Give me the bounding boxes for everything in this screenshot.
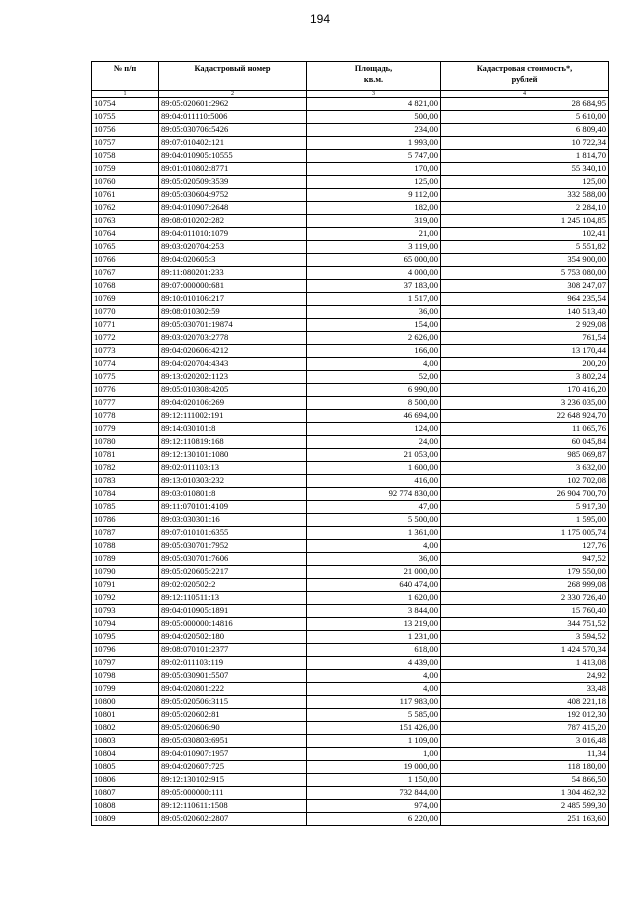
cadastral-number-cell: 89:03:020703:2778: [159, 332, 307, 345]
area-cell: 1 993,00: [307, 137, 441, 150]
cadastral-value-cell: 10 722,34: [441, 137, 609, 150]
cadastral-value-cell: 55 340,10: [441, 163, 609, 176]
cadastral-number-cell: 89:08:010302:59: [159, 306, 307, 319]
row-number-cell: 10795: [92, 631, 159, 644]
table-row: [92, 514, 609, 527]
cadastral-value-cell: 200,20: [441, 358, 609, 371]
cadastral-number-cell: 89:03:010801:8: [159, 488, 307, 501]
cadastral-value-cell: 947,52: [441, 553, 609, 566]
row-number-cell: 10781: [92, 449, 159, 462]
row-number-cell: 10785: [92, 501, 159, 514]
area-cell: 37 183,00: [307, 280, 441, 293]
row-number-cell: 10763: [92, 215, 159, 228]
cadastral-number-cell: 89:02:011103:13: [159, 462, 307, 475]
area-cell: 125,00: [307, 176, 441, 189]
cadastral-value-cell: 354 900,00: [441, 254, 609, 267]
table-row: [92, 657, 609, 670]
area-cell: 21 000,00: [307, 566, 441, 579]
table-row: [92, 696, 609, 709]
cadastral-value-cell: 5 753 080,00: [441, 267, 609, 280]
table-row: [92, 566, 609, 579]
area-cell: 124,00: [307, 423, 441, 436]
row-number-cell: 10754: [92, 98, 159, 111]
row-number-cell: 10758: [92, 150, 159, 163]
table-row: [92, 540, 609, 553]
cadastral-number-cell: 89:05:020606:90: [159, 722, 307, 735]
cadastral-number-cell: 89:07:010402:121: [159, 137, 307, 150]
cadastral-number-cell: 89:03:030301:16: [159, 514, 307, 527]
cadastral-number-cell: 89:04:020607:725: [159, 761, 307, 774]
row-number-cell: 10801: [92, 709, 159, 722]
table-row: [92, 449, 609, 462]
cadastral-number-cell: 89:04:010907:2648: [159, 202, 307, 215]
table-body: [92, 98, 609, 826]
area-cell: 151 426,00: [307, 722, 441, 735]
cadastral-number-cell: 89:05:030701:7606: [159, 553, 307, 566]
cadastral-number-cell: 89:12:110511:13: [159, 592, 307, 605]
cadastral-value-cell: 787 415,20: [441, 722, 609, 735]
cadastral-value-cell: 2 284,10: [441, 202, 609, 215]
table-row: [92, 592, 609, 605]
row-number-cell: 10808: [92, 800, 159, 813]
cadastral-value-cell: 33,48: [441, 683, 609, 696]
row-number-cell: 10797: [92, 657, 159, 670]
cadastral-value-cell: 268 999,08: [441, 579, 609, 592]
cadastral-number-cell: 89:05:010308:4205: [159, 384, 307, 397]
area-cell: 1 620,00: [307, 592, 441, 605]
area-cell: 46 694,00: [307, 410, 441, 423]
row-number-cell: 10800: [92, 696, 159, 709]
row-number-cell: 10765: [92, 241, 159, 254]
row-number-cell: 10779: [92, 423, 159, 436]
cadastral-value-cell: 1 595,00: [441, 514, 609, 527]
cadastral-value-cell: 15 760,40: [441, 605, 609, 618]
area-cell: 3 844,00: [307, 605, 441, 618]
row-number-cell: 10786: [92, 514, 159, 527]
area-cell: 618,00: [307, 644, 441, 657]
cadastral-number-cell: 89:05:030701:19874: [159, 319, 307, 332]
column-number: 1: [92, 91, 159, 98]
row-number-cell: 10791: [92, 579, 159, 592]
table-row: [92, 384, 609, 397]
row-number-cell: 10805: [92, 761, 159, 774]
row-number-cell: 10762: [92, 202, 159, 215]
table-row: [92, 306, 609, 319]
cadastral-value-cell: 985 069,87: [441, 449, 609, 462]
column-number: 4: [441, 91, 609, 98]
table-row: [92, 319, 609, 332]
table-row: [92, 410, 609, 423]
row-number-cell: 10794: [92, 618, 159, 631]
cadastral-value-cell: 251 163,60: [441, 813, 609, 826]
area-cell: 4,00: [307, 683, 441, 696]
area-cell: 3 119,00: [307, 241, 441, 254]
row-number-cell: 10766: [92, 254, 159, 267]
cadastral-value-cell: 13 170,44: [441, 345, 609, 358]
cadastral-number-cell: 89:04:020704:4343: [159, 358, 307, 371]
row-number-cell: 10761: [92, 189, 159, 202]
row-number-cell: 10796: [92, 644, 159, 657]
table-row: [92, 163, 609, 176]
table-row: [92, 176, 609, 189]
cadastral-value-cell: 964 235,54: [441, 293, 609, 306]
cadastral-value-cell: 118 180,00: [441, 761, 609, 774]
table-row: [92, 228, 609, 241]
cadastral-number-cell: 89:05:020509:3539: [159, 176, 307, 189]
table-row: [92, 488, 609, 501]
table-row: [92, 670, 609, 683]
area-cell: 92 774 830,00: [307, 488, 441, 501]
row-number-cell: 10772: [92, 332, 159, 345]
table-row: [92, 202, 609, 215]
row-number-cell: 10760: [92, 176, 159, 189]
cadastral-value-cell: 761,54: [441, 332, 609, 345]
row-number-cell: 10784: [92, 488, 159, 501]
table-row: [92, 150, 609, 163]
table-row: [92, 293, 609, 306]
area-cell: 1 517,00: [307, 293, 441, 306]
column-number: 3: [307, 91, 441, 98]
cadastral-number-cell: 89:04:020801:222: [159, 683, 307, 696]
cadastral-value-cell: 102,41: [441, 228, 609, 241]
area-cell: 1 231,00: [307, 631, 441, 644]
table-row: [92, 774, 609, 787]
table-row: [92, 397, 609, 410]
cadastral-number-cell: 89:10:010106:217: [159, 293, 307, 306]
table-row: [92, 631, 609, 644]
row-number-cell: 10809: [92, 813, 159, 826]
cadastral-value-cell: 5 917,30: [441, 501, 609, 514]
cadastral-number-cell: 89:11:070101:4109: [159, 501, 307, 514]
cadastral-number-cell: 89:08:010202:282: [159, 215, 307, 228]
cadastral-value-cell: 408 221,18: [441, 696, 609, 709]
column-number: 2: [159, 91, 307, 98]
row-number-cell: 10776: [92, 384, 159, 397]
cadastral-number-cell: 89:04:010905:10555: [159, 150, 307, 163]
cadastral-value-cell: 344 751,52: [441, 618, 609, 631]
cadastral-value-cell: 1 413,08: [441, 657, 609, 670]
row-number-cell: 10774: [92, 358, 159, 371]
area-cell: 19 000,00: [307, 761, 441, 774]
cadastral-value-cell: 2 929,08: [441, 319, 609, 332]
table-row: [92, 683, 609, 696]
cadastral-number-cell: 89:13:010303:232: [159, 475, 307, 488]
cadastral-value-cell: 26 904 700,70: [441, 488, 609, 501]
area-cell: 4 439,00: [307, 657, 441, 670]
cadastral-number-cell: 89:12:110611:1508: [159, 800, 307, 813]
cadastral-value-cell: 125,00: [441, 176, 609, 189]
cadastral-value-cell: 308 247,07: [441, 280, 609, 293]
area-cell: 1 600,00: [307, 462, 441, 475]
row-number-cell: 10782: [92, 462, 159, 475]
area-cell: 416,00: [307, 475, 441, 488]
row-number-cell: 10757: [92, 137, 159, 150]
table-row: [92, 345, 609, 358]
cadastral-value-cell: 1 814,70: [441, 150, 609, 163]
table-row: [92, 332, 609, 345]
cadastral-number-cell: 89:04:020606:4212: [159, 345, 307, 358]
area-cell: 4,00: [307, 540, 441, 553]
row-number-cell: 10777: [92, 397, 159, 410]
column-number-row: [92, 91, 609, 98]
row-number-cell: 10783: [92, 475, 159, 488]
cadastral-number-cell: 89:04:011110:5006: [159, 111, 307, 124]
area-cell: 9 112,00: [307, 189, 441, 202]
header-cadastral-value: Кадастровая стоимость*, рублей: [441, 62, 609, 91]
area-cell: 36,00: [307, 306, 441, 319]
table-row: [92, 800, 609, 813]
header-area: Площадь, кв.м.: [307, 62, 441, 91]
row-number-cell: 10769: [92, 293, 159, 306]
area-cell: 640 474,00: [307, 579, 441, 592]
cadastral-value-cell: 192 012,30: [441, 709, 609, 722]
cadastral-value-cell: 3 236 035,00: [441, 397, 609, 410]
table-row: [92, 280, 609, 293]
row-number-cell: 10807: [92, 787, 159, 800]
area-cell: 500,00: [307, 111, 441, 124]
area-cell: 4,00: [307, 358, 441, 371]
row-number-cell: 10778: [92, 410, 159, 423]
area-cell: 21,00: [307, 228, 441, 241]
cadastral-value-cell: 2 330 726,40: [441, 592, 609, 605]
area-cell: 234,00: [307, 124, 441, 137]
header-cadastral-number: Кадастровый номер: [159, 62, 307, 91]
cadastral-value-cell: 1 424 570,34: [441, 644, 609, 657]
row-number-cell: 10773: [92, 345, 159, 358]
row-number-cell: 10767: [92, 267, 159, 280]
cadastral-value-cell: 11 065,76: [441, 423, 609, 436]
cadastral-number-cell: 89:05:030604:9752: [159, 189, 307, 202]
row-number-cell: 10756: [92, 124, 159, 137]
area-cell: 6 990,00: [307, 384, 441, 397]
table-row: [92, 735, 609, 748]
cadastral-table: [91, 61, 609, 826]
cadastral-value-cell: 3 632,00: [441, 462, 609, 475]
cadastral-value-cell: 1 304 462,32: [441, 787, 609, 800]
table-row: [92, 371, 609, 384]
row-number-cell: 10792: [92, 592, 159, 605]
table-row: [92, 605, 609, 618]
table-row: [92, 501, 609, 514]
cadastral-number-cell: 89:04:020106:269: [159, 397, 307, 410]
cadastral-value-cell: 28 684,95: [441, 98, 609, 111]
area-cell: 1 109,00: [307, 735, 441, 748]
table-row: [92, 98, 609, 111]
table-row: [92, 254, 609, 267]
cadastral-number-cell: 89:01:010802:8771: [159, 163, 307, 176]
table-row: [92, 267, 609, 280]
table-row: [92, 462, 609, 475]
area-cell: 47,00: [307, 501, 441, 514]
cadastral-number-cell: 89:02:020502:2: [159, 579, 307, 592]
cadastral-value-cell: 102 702,08: [441, 475, 609, 488]
table-row: [92, 124, 609, 137]
header-row-number: № п/п: [92, 62, 159, 91]
table-row: [92, 644, 609, 657]
area-cell: 319,00: [307, 215, 441, 228]
cadastral-number-cell: 89:05:030706:5426: [159, 124, 307, 137]
cadastral-value-cell: 5 551,82: [441, 241, 609, 254]
table-row: [92, 527, 609, 540]
area-cell: 65 000,00: [307, 254, 441, 267]
cadastral-number-cell: 89:12:111002:191: [159, 410, 307, 423]
table-row: [92, 137, 609, 150]
cadastral-value-cell: 54 866,50: [441, 774, 609, 787]
table-row: [92, 553, 609, 566]
table-row: [92, 618, 609, 631]
cadastral-value-cell: 24,92: [441, 670, 609, 683]
cadastral-number-cell: 89:12:110819:168: [159, 436, 307, 449]
area-cell: 4 821,00: [307, 98, 441, 111]
cadastral-value-cell: 60 045,84: [441, 436, 609, 449]
row-number-cell: 10790: [92, 566, 159, 579]
row-number-cell: 10798: [92, 670, 159, 683]
cadastral-number-cell: 89:05:020602:2807: [159, 813, 307, 826]
cadastral-value-cell: 3 802,24: [441, 371, 609, 384]
area-cell: 170,00: [307, 163, 441, 176]
cadastral-number-cell: 89:07:010101:6355: [159, 527, 307, 540]
row-number-cell: 10789: [92, 553, 159, 566]
cadastral-number-cell: 89:13:020202:1123: [159, 371, 307, 384]
table-row: [92, 787, 609, 800]
area-cell: 4,00: [307, 670, 441, 683]
area-cell: 974,00: [307, 800, 441, 813]
cadastral-value-cell: 3 594,52: [441, 631, 609, 644]
cadastral-number-cell: 89:05:020506:3115: [159, 696, 307, 709]
cadastral-number-cell: 89:12:130101:1080: [159, 449, 307, 462]
cadastral-number-cell: 89:04:010907:1957: [159, 748, 307, 761]
cadastral-number-cell: 89:05:030901:5507: [159, 670, 307, 683]
cadastral-number-cell: 89:05:020602:81: [159, 709, 307, 722]
table-row: [92, 111, 609, 124]
area-cell: 5 500,00: [307, 514, 441, 527]
row-number-cell: 10804: [92, 748, 159, 761]
area-cell: 2 626,00: [307, 332, 441, 345]
row-number-cell: 10775: [92, 371, 159, 384]
cadastral-number-cell: 89:04:020605:3: [159, 254, 307, 267]
row-number-cell: 10770: [92, 306, 159, 319]
area-cell: 1 361,00: [307, 527, 441, 540]
cadastral-number-cell: 89:07:000000:681: [159, 280, 307, 293]
row-number-cell: 10780: [92, 436, 159, 449]
cadastral-value-cell: 5 610,00: [441, 111, 609, 124]
table-row: [92, 761, 609, 774]
cadastral-value-cell: 11,34: [441, 748, 609, 761]
table-row: [92, 189, 609, 202]
area-cell: 5 585,00: [307, 709, 441, 722]
area-cell: 6 220,00: [307, 813, 441, 826]
table-row: [92, 722, 609, 735]
cadastral-value-cell: 1 175 005,74: [441, 527, 609, 540]
row-number-cell: 10787: [92, 527, 159, 540]
page-number: 194: [309, 12, 331, 26]
cadastral-value-cell: 140 513,40: [441, 306, 609, 319]
cadastral-value-cell: 127,76: [441, 540, 609, 553]
cadastral-number-cell: 89:04:010905:1891: [159, 605, 307, 618]
cadastral-number-cell: 89:08:070101:2377: [159, 644, 307, 657]
cadastral-value-cell: 170 416,20: [441, 384, 609, 397]
table-row: [92, 813, 609, 826]
area-cell: 732 844,00: [307, 787, 441, 800]
table-row: [92, 241, 609, 254]
area-cell: 4 000,00: [307, 267, 441, 280]
cadastral-value-cell: 3 016,48: [441, 735, 609, 748]
cadastral-value-cell: 332 588,00: [441, 189, 609, 202]
table-row: [92, 709, 609, 722]
cadastral-number-cell: 89:05:020605:2217: [159, 566, 307, 579]
area-cell: 36,00: [307, 553, 441, 566]
cadastral-number-cell: 89:03:020704:253: [159, 241, 307, 254]
cadastral-number-cell: 89:05:030803:6951: [159, 735, 307, 748]
row-number-cell: 10768: [92, 280, 159, 293]
cadastral-number-cell: 89:02:011103:119: [159, 657, 307, 670]
row-number-cell: 10806: [92, 774, 159, 787]
row-number-cell: 10759: [92, 163, 159, 176]
row-number-cell: 10793: [92, 605, 159, 618]
area-cell: 13 219,00: [307, 618, 441, 631]
cadastral-number-cell: 89:14:030101:8: [159, 423, 307, 436]
row-number-cell: 10764: [92, 228, 159, 241]
area-cell: 24,00: [307, 436, 441, 449]
row-number-cell: 10802: [92, 722, 159, 735]
table-row: [92, 423, 609, 436]
area-cell: 182,00: [307, 202, 441, 215]
row-number-cell: 10799: [92, 683, 159, 696]
cadastral-number-cell: 89:05:000000:14816: [159, 618, 307, 631]
cadastral-value-cell: 179 550,00: [441, 566, 609, 579]
area-cell: 5 747,00: [307, 150, 441, 163]
table-row: [92, 436, 609, 449]
cadastral-number-cell: 89:05:030701:7952: [159, 540, 307, 553]
area-cell: 1,00: [307, 748, 441, 761]
table-row: [92, 358, 609, 371]
cadastral-number-cell: 89:05:000000:111: [159, 787, 307, 800]
cadastral-number-cell: 89:05:020601:2962: [159, 98, 307, 111]
cadastral-number-cell: 89:11:080201:233: [159, 267, 307, 280]
table-row: [92, 579, 609, 592]
cadastral-value-cell: 22 648 924,70: [441, 410, 609, 423]
cadastral-value-cell: 6 809,40: [441, 124, 609, 137]
area-cell: 154,00: [307, 319, 441, 332]
cadastral-number-cell: 89:04:011010:1079: [159, 228, 307, 241]
cadastral-value-cell: 2 485 599,30: [441, 800, 609, 813]
table-row: [92, 215, 609, 228]
table-row: [92, 475, 609, 488]
cadastral-value-cell: 1 245 104,85: [441, 215, 609, 228]
area-cell: 8 500,00: [307, 397, 441, 410]
area-cell: 1 150,00: [307, 774, 441, 787]
table-header-row: [92, 62, 609, 91]
cadastral-number-cell: 89:12:130102:915: [159, 774, 307, 787]
row-number-cell: 10788: [92, 540, 159, 553]
area-cell: 52,00: [307, 371, 441, 384]
area-cell: 21 053,00: [307, 449, 441, 462]
area-cell: 166,00: [307, 345, 441, 358]
row-number-cell: 10755: [92, 111, 159, 124]
table-row: [92, 748, 609, 761]
row-number-cell: 10771: [92, 319, 159, 332]
cadastral-number-cell: 89:04:020502:180: [159, 631, 307, 644]
row-number-cell: 10803: [92, 735, 159, 748]
area-cell: 117 983,00: [307, 696, 441, 709]
